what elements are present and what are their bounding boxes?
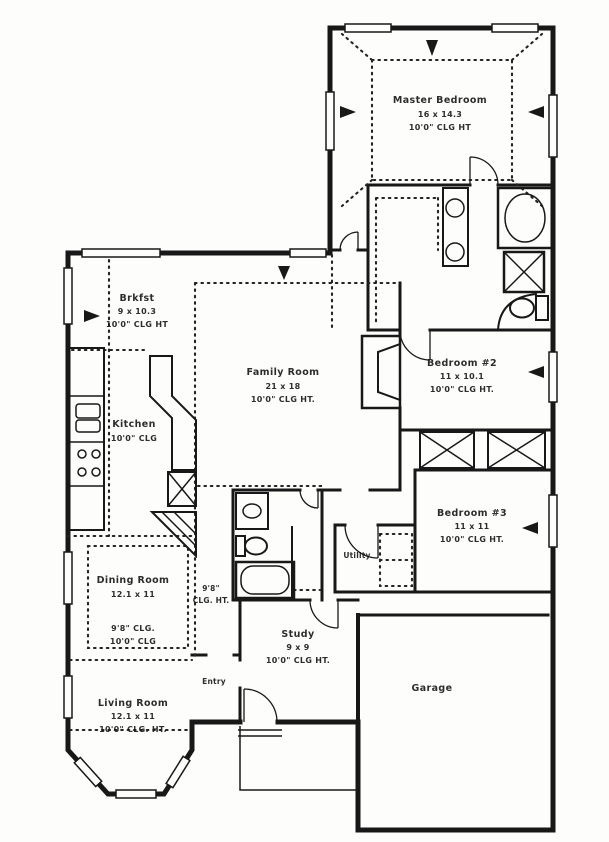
bedroom-2-label — [427, 358, 497, 394]
range-icon — [78, 450, 100, 476]
svg-text:Utility: Utility — [343, 551, 371, 560]
svg-text:9 x 9: 9 x 9 — [286, 643, 310, 652]
bay-window-icon — [166, 756, 190, 787]
toilet-tank-icon — [536, 296, 548, 320]
toilet-tank-icon — [236, 536, 245, 556]
svg-text:Dining Room: Dining Room — [96, 575, 170, 586]
bathtub-icon — [236, 562, 294, 598]
svg-text:10'0" CLG HT.: 10'0" CLG HT. — [250, 395, 316, 404]
svg-text:Kitchen: Kitchen — [112, 419, 156, 430]
wc-partition — [498, 294, 536, 330]
family-room-label — [247, 367, 320, 404]
wall-marker-icon — [84, 310, 100, 322]
window-icon — [492, 24, 538, 32]
svg-text:9'8" CLG.: 9'8" CLG. — [111, 624, 155, 633]
room-labels — [97, 95, 507, 734]
wall-marker-icon — [278, 266, 290, 280]
windows — [64, 24, 557, 798]
master-bedroom-label — [393, 95, 487, 132]
svg-text:12.1 x 11: 12.1 x 11 — [110, 712, 156, 721]
svg-text:11 x 10.1: 11 x 10.1 — [439, 372, 485, 381]
svg-text:Bedroom #2: Bedroom #2 — [427, 358, 497, 369]
svg-text:10'0" CLG HT: 10'0" CLG HT — [408, 123, 472, 132]
svg-text:10'0" CLG: 10'0" CLG — [109, 637, 157, 646]
kitchen-bar-icon — [150, 356, 196, 470]
bay-window-icon — [74, 757, 101, 786]
kitchen-label — [111, 419, 157, 443]
svg-text:Master Bedroom: Master Bedroom — [392, 95, 488, 106]
corner-pantry-icon — [152, 512, 196, 556]
entry-steps — [238, 730, 282, 736]
wall-marker-icon — [522, 522, 538, 534]
svg-text:10'0" CLG HT.: 10'0" CLG HT. — [439, 535, 505, 544]
bay-window-icon — [116, 790, 156, 798]
window-icon — [64, 268, 72, 324]
toilet-icon — [245, 538, 267, 555]
window-icon — [82, 249, 160, 257]
window-icon — [290, 249, 326, 257]
wall-marker-icon — [340, 106, 356, 118]
window-icon — [549, 352, 557, 402]
window-icon — [64, 676, 72, 718]
svg-text:Living Room: Living Room — [97, 698, 169, 709]
utility-label — [343, 551, 370, 560]
svg-text:9'8": 9'8" — [202, 584, 220, 593]
brkfst-label — [106, 293, 168, 329]
svg-text:16 x 14.3: 16 x 14.3 — [417, 110, 463, 119]
svg-text:Family Room: Family Room — [246, 367, 320, 378]
svg-text:Garage: Garage — [411, 683, 453, 694]
svg-text:10'0" CLG. HT.: 10'0" CLG. HT. — [99, 725, 167, 734]
hall-bath-door — [300, 490, 318, 508]
svg-text:21 x 18: 21 x 18 — [265, 382, 301, 391]
kitchen-counter-icon — [70, 348, 104, 530]
living-room-label — [98, 698, 168, 734]
wall-marker-icon — [528, 106, 544, 118]
svg-text:9 x 10.3: 9 x 10.3 — [117, 307, 157, 316]
wall-marker-icon — [426, 40, 438, 56]
garage-label — [412, 683, 453, 694]
svg-text:Entry: Entry — [202, 677, 226, 686]
hall-ceiling-note — [193, 584, 230, 605]
wall-marker-icon — [528, 366, 544, 378]
master-door — [340, 232, 358, 250]
bedroom2-door — [400, 330, 430, 360]
study-door — [310, 600, 338, 628]
vanity-sink-icon — [236, 493, 268, 529]
svg-text:Bedroom #3: Bedroom #3 — [437, 508, 507, 519]
study-label — [266, 629, 330, 665]
front-door-icon — [244, 689, 277, 722]
window-icon — [549, 95, 557, 157]
window-icon — [326, 92, 334, 150]
svg-text:12.1 x 11: 12.1 x 11 — [110, 590, 156, 599]
svg-text:10'0" CLG: 10'0" CLG — [110, 434, 158, 443]
window-icon — [549, 495, 557, 547]
svg-text:10'0" CLG HT.: 10'0" CLG HT. — [429, 385, 495, 394]
svg-text:11 x 11: 11 x 11 — [454, 522, 490, 531]
garden-tub-basin-icon — [505, 194, 545, 242]
dining-room-label — [97, 575, 170, 646]
bedroom-3-label — [437, 508, 507, 544]
svg-text:Study: Study — [281, 629, 315, 640]
master-tray-ceiling — [372, 60, 512, 180]
svg-text:10'0" CLG HT.: 10'0" CLG HT. — [265, 656, 331, 665]
svg-text:Brkfst: Brkfst — [119, 293, 155, 304]
svg-text:10'0" CLG HT: 10'0" CLG HT — [105, 320, 169, 329]
entry-label — [202, 677, 226, 686]
kitchen-sink-icon — [76, 404, 100, 418]
interior-walls — [192, 185, 553, 722]
master-closet-shelves — [376, 198, 438, 322]
window-icon — [64, 552, 72, 604]
window-icon — [345, 24, 391, 32]
bathtub-basin-icon — [241, 566, 289, 594]
svg-text:CLG. HT.: CLG. HT. — [192, 596, 230, 605]
